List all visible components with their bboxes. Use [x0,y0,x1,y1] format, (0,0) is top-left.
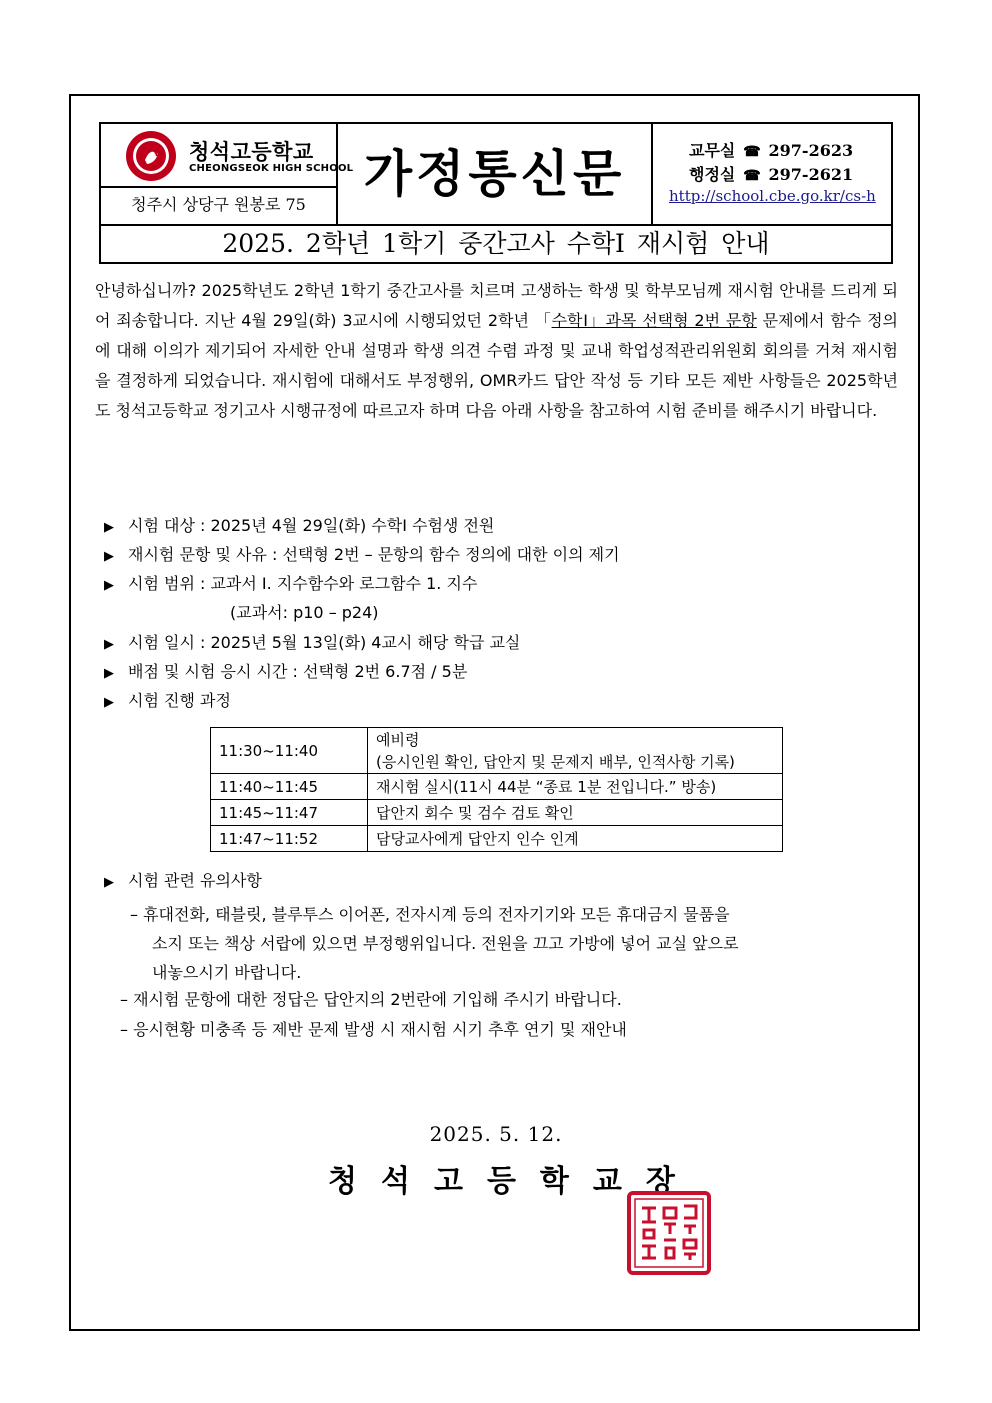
triangle-bullet-icon: ▶ [104,549,114,564]
contact-label: 교무실 [689,141,736,160]
triangle-bullet-icon: ▶ [104,578,114,593]
phone-icon: ☎ [743,168,761,184]
intro-underlined-text: 수학Ⅰ」과목 선택형 2번 문항 [551,311,757,330]
table-row [211,728,783,774]
principal-signature: 청석고등학교장 [328,1164,699,1199]
school-name: 청석고등학교 [189,140,314,164]
schedule-desc: 예비령 (응시인원 확인, 답안지 및 문제지 배부, 인적사항 기록) [368,728,783,774]
intro-text-1: 안녕하십니까? 2025학년도 2학년 1학기 중간고사를 치르며 고생하는 학생 및 학부모님께 재시험 안내를 드리게 되어 죄송합니다. 지난 4월 29일(화) 3교시에 시행되었던 2학년 「 [95,281,898,330]
school-address: 청주시 상당구 원봉로 75 [131,195,306,214]
notes-item-3: – 응시현황 미충족 등 제반 문제 발생 시 재시험 시기 추후 연기 및 재안내 [120,1020,627,1039]
triangle-bullet-icon: ▶ [104,875,114,890]
triangle-bullet-icon: ▶ [104,520,114,535]
document-title: 가정통신문 [363,144,626,203]
triangle-bullet-icon: ▶ [104,637,114,652]
schedule-time: 11:47~11:52 [211,826,368,852]
schedule-desc: 재시험 실시(11시 44분 “종료 1분 전입니다.” 방송) [368,774,783,800]
official-seal-icon [626,1190,712,1276]
notes-heading: ▶ 시험 관련 유의사항 [104,871,262,890]
notes-item-1: – 휴대전화, 태블릿, 블루투스 이어폰, 전자시계 등의 전자기기와 모든 휴대금지 물품을 소지 또는 책상 서랍에 있으면 부정행위입니다. 전원을 끄고 가방에 넣어 교실 앞으로 내놓으시기 바랍니다. [130,905,739,982]
school-name-english: CHEONGSEOK HIGH SCHOOL [189,163,354,174]
schedule-time: 11:30~11:40 [211,728,368,774]
intro-paragraph [95,276,898,426]
schedule-table [210,727,783,852]
list-item: ▶ 시험 대상 : 2025년 4월 29일(화) 수학Ⅰ 수험생 전원 [104,514,494,540]
schedule-desc: 답안지 회수 및 검수 검토 확인 [368,800,783,826]
contact-cell [653,124,891,224]
table-row [211,826,783,852]
notes-item-2: – 재시험 문항에 대한 정답은 답안지의 2번란에 기입해 주시기 바랍니다. [120,990,622,1009]
notice-subtitle: 2025. 2학년 1학기 중간고사 수학Ⅰ 재시험 안내 [99,226,893,264]
list-item: ▶ 시험 범위 : 교과서 Ⅰ. 지수함수와 로그함수 1. 지수 [104,572,477,598]
schedule-time: 11:40~11:45 [211,774,368,800]
triangle-bullet-icon: ▶ [104,695,114,710]
list-item: ▶ 시험 진행 과정 [104,689,231,715]
issue-date: 2025. 5. 12. [429,1122,563,1146]
list-item-continuation: (교과서: p10 – p24) [230,603,379,622]
table-row [211,800,783,826]
title-cell [338,124,653,224]
intro-text-2: 문제에서 함수 정의에 대해 이의가 제기되어 자세한 안내 설명과 학생 의견 수렴 과정 및 교내 학업성적관리위원회 회의를 거쳐 재시험을 결정하게 되었습니다. 재시험에 대해서도 부정행위, OMR카드 답안 작성 등 기타 모든 제반 사항들은 2025학년도 청석고등학교 정기고사 시행규정에 따르고자 하며 다음 아래 사항을 참고하여 시험 준비를 해주시기 바랍니다. [95,311,899,420]
schedule-desc: 담당교사에게 답안지 인수 인계 [368,826,783,852]
contact-admin [689,162,853,185]
letterhead [99,122,893,226]
contact-number: 297-2623 [768,141,854,160]
contact-number: 297-2621 [768,165,854,184]
homepage-link[interactable]: http://school.cbe.go.kr/cs-h [669,187,876,205]
school-emblem-icon [125,130,177,182]
list-item: ▶ 재시험 문항 및 사유 : 선택형 2번 – 문항의 함수 정의에 대한 이의 제기 [104,543,620,569]
table-row [211,774,783,800]
schedule-time: 11:45~11:47 [211,800,368,826]
triangle-bullet-icon: ▶ [104,666,114,681]
contact-label: 행정실 [689,165,736,184]
phone-icon: ☎ [743,144,761,160]
contact-academic [689,138,853,161]
list-item: ▶ 배점 및 시험 응시 시간 : 선택형 2번 6.7점 / 5분 [104,660,467,686]
logo-cell [101,124,354,224]
list-item: ▶ 시험 일시 : 2025년 5월 13일(화) 4교시 해당 학급 교실 [104,631,520,657]
logo-area [101,124,354,188]
